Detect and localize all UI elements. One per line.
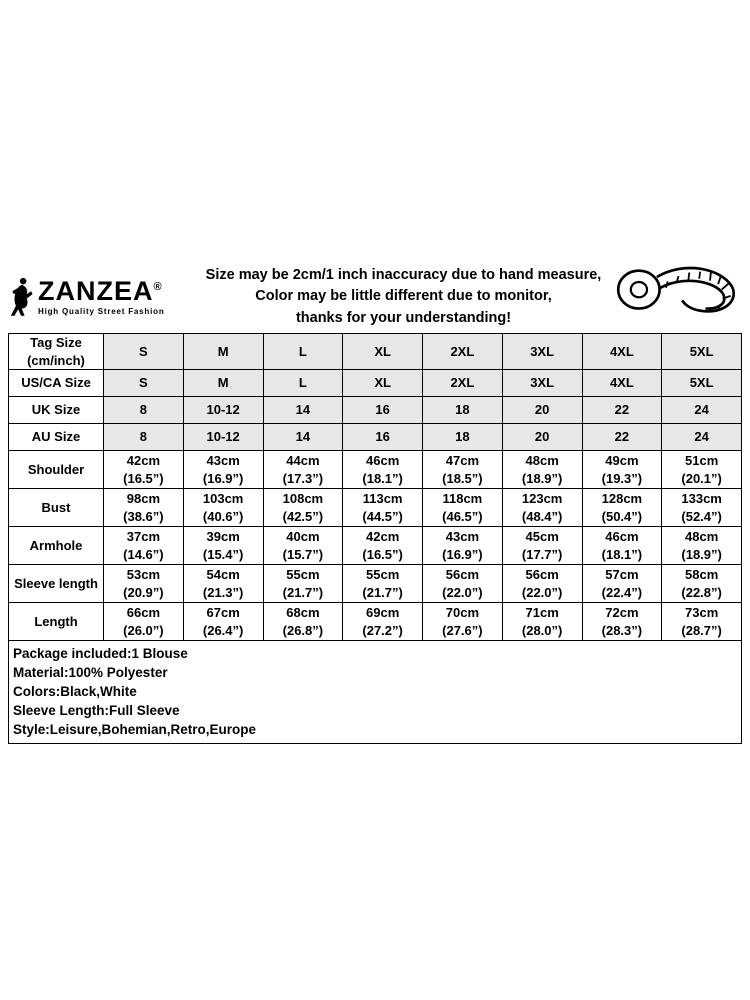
table-cell: 55cm (21.7”): [263, 565, 343, 603]
table-cell: 53cm (20.9”): [104, 565, 184, 603]
registered-mark: ®: [153, 281, 163, 293]
table-cell: 68cm (26.8”): [263, 603, 343, 641]
table-cell: 56cm (22.0”): [423, 565, 503, 603]
table-cell: 24: [662, 424, 742, 451]
table-cell: L: [263, 334, 343, 370]
table-cell: 44cm (17.3”): [263, 451, 343, 489]
table-cell: 2XL: [423, 370, 503, 397]
table-cell: 22: [582, 397, 662, 424]
table-row-shoulder: [9, 451, 742, 489]
brand-block: [8, 276, 203, 318]
table-cell: 118cm (46.5”): [423, 489, 503, 527]
product-details: [8, 641, 742, 744]
table-cell: 128cm (50.4”): [582, 489, 662, 527]
table-cell: 10-12: [183, 397, 263, 424]
table-cell: 4XL: [582, 370, 662, 397]
table-cell: S: [104, 334, 184, 370]
table-cell: 43cm (16.9”): [183, 451, 263, 489]
table-cell: 5XL: [662, 370, 742, 397]
detail-material: Material:100% Polyester: [13, 665, 168, 681]
table-cell: 133cm (52.4”): [662, 489, 742, 527]
table-cell: 54cm (21.3”): [183, 565, 263, 603]
table-cell: 67cm (26.4”): [183, 603, 263, 641]
table-row-armhole: [9, 527, 742, 565]
tape-wrap: [604, 259, 742, 336]
table-cell: 3XL: [502, 334, 582, 370]
size-chart-page: [8, 0, 742, 744]
table-cell: 18: [423, 424, 503, 451]
table-cell: 47cm (18.5”): [423, 451, 503, 489]
row-label-shoulder: Shoulder: [9, 451, 104, 489]
row-label-tag-size: Tag Size (cm/inch): [9, 334, 104, 370]
table-cell: 58cm (22.8”): [662, 565, 742, 603]
table-cell: 40cm (15.7”): [263, 527, 343, 565]
notice-line-3: thanks for your understanding!: [295, 309, 512, 326]
notice-line-1: Size may be 2cm/1 inch inaccuracy due to hand measure,: [205, 267, 602, 284]
table-cell: 48cm (18.9”): [502, 451, 582, 489]
row-label-uk-size: UK Size: [9, 397, 104, 424]
brand-name: [38, 278, 165, 305]
table-cell: 71cm (28.0”): [502, 603, 582, 641]
table-row-au-size: [9, 424, 742, 451]
table-cell: 42cm (16.5”): [104, 451, 184, 489]
table-cell: 22: [582, 424, 662, 451]
table-cell: 46cm (18.1”): [582, 527, 662, 565]
brand-tagline: High Quality Street Fashion: [38, 307, 165, 316]
table-cell: 20: [502, 397, 582, 424]
table-cell: 43cm (16.9”): [423, 527, 503, 565]
size-notice: [203, 265, 604, 328]
table-cell: 16: [343, 397, 423, 424]
table-cell: 3XL: [502, 370, 582, 397]
table-cell: 57cm (22.4”): [582, 565, 662, 603]
table-cell: 56cm (22.0”): [502, 565, 582, 603]
row-label-usca-size: US/CA Size: [9, 370, 104, 397]
table-cell: 55cm (21.7”): [343, 565, 423, 603]
row-label-sleeve-length: Sleeve length: [9, 565, 104, 603]
detail-style: Style:Leisure,Bohemian,Retro,Europe: [13, 722, 257, 738]
table-cell: 69cm (27.2”): [343, 603, 423, 641]
row-label-au-size: AU Size: [9, 424, 104, 451]
table-cell: 113cm (44.5”): [343, 489, 423, 527]
table-cell: 108cm (42.5”): [263, 489, 343, 527]
dancer-icon: [8, 276, 34, 318]
table-cell: 48cm (18.9”): [662, 527, 742, 565]
table-cell: 123cm (48.4”): [502, 489, 582, 527]
size-table: [8, 333, 742, 641]
table-cell: 4XL: [582, 334, 662, 370]
table-row-sleeve-length: [9, 565, 742, 603]
table-cell: 37cm (14.6”): [104, 527, 184, 565]
table-cell: 49cm (19.3”): [582, 451, 662, 489]
table-cell: XL: [343, 334, 423, 370]
table-row-tag-size: [9, 334, 742, 370]
row-label-bust: Bust: [9, 489, 104, 527]
table-cell: 72cm (28.3”): [582, 603, 662, 641]
table-cell: 73cm (28.7”): [662, 603, 742, 641]
table-cell: 14: [263, 424, 343, 451]
table-cell: 20: [502, 424, 582, 451]
table-row-usca-size: [9, 370, 742, 397]
table-cell: S: [104, 370, 184, 397]
header: [8, 263, 742, 331]
table-cell: 8: [104, 424, 184, 451]
table-row-uk-size: [9, 397, 742, 424]
table-cell: M: [183, 370, 263, 397]
table-cell: L: [263, 370, 343, 397]
table-cell: 2XL: [423, 334, 503, 370]
table-cell: 10-12: [183, 424, 263, 451]
row-label-armhole: Armhole: [9, 527, 104, 565]
table-cell: XL: [343, 370, 423, 397]
table-cell: 8: [104, 397, 184, 424]
table-cell: 46cm (18.1”): [343, 451, 423, 489]
notice-line-2: Color may be little different due to monitor,: [255, 288, 552, 305]
brand-word: ZANZEA: [38, 276, 154, 306]
table-cell: 42cm (16.5”): [343, 527, 423, 565]
table-cell: 45cm (17.7”): [502, 527, 582, 565]
table-cell: 98cm (38.6”): [104, 489, 184, 527]
table-cell: 5XL: [662, 334, 742, 370]
detail-colors: Colors:Black,White: [13, 684, 137, 700]
detail-sleeve-length: Sleeve Length:Full Sleeve: [13, 703, 180, 719]
table-cell: 70cm (27.6”): [423, 603, 503, 641]
table-row-length: [9, 603, 742, 641]
table-cell: M: [183, 334, 263, 370]
measuring-tape-icon: [606, 259, 742, 331]
table-cell: 24: [662, 397, 742, 424]
row-label-length: Length: [9, 603, 104, 641]
table-cell: 14: [263, 397, 343, 424]
table-row-bust: [9, 489, 742, 527]
table-cell: 18: [423, 397, 503, 424]
table-cell: 66cm (26.0”): [104, 603, 184, 641]
detail-package: Package included:1 Blouse: [13, 646, 188, 662]
table-cell: 39cm (15.4”): [183, 527, 263, 565]
brand-text: [38, 278, 165, 316]
table-cell: 51cm (20.1”): [662, 451, 742, 489]
table-cell: 16: [343, 424, 423, 451]
table-cell: 103cm (40.6”): [183, 489, 263, 527]
